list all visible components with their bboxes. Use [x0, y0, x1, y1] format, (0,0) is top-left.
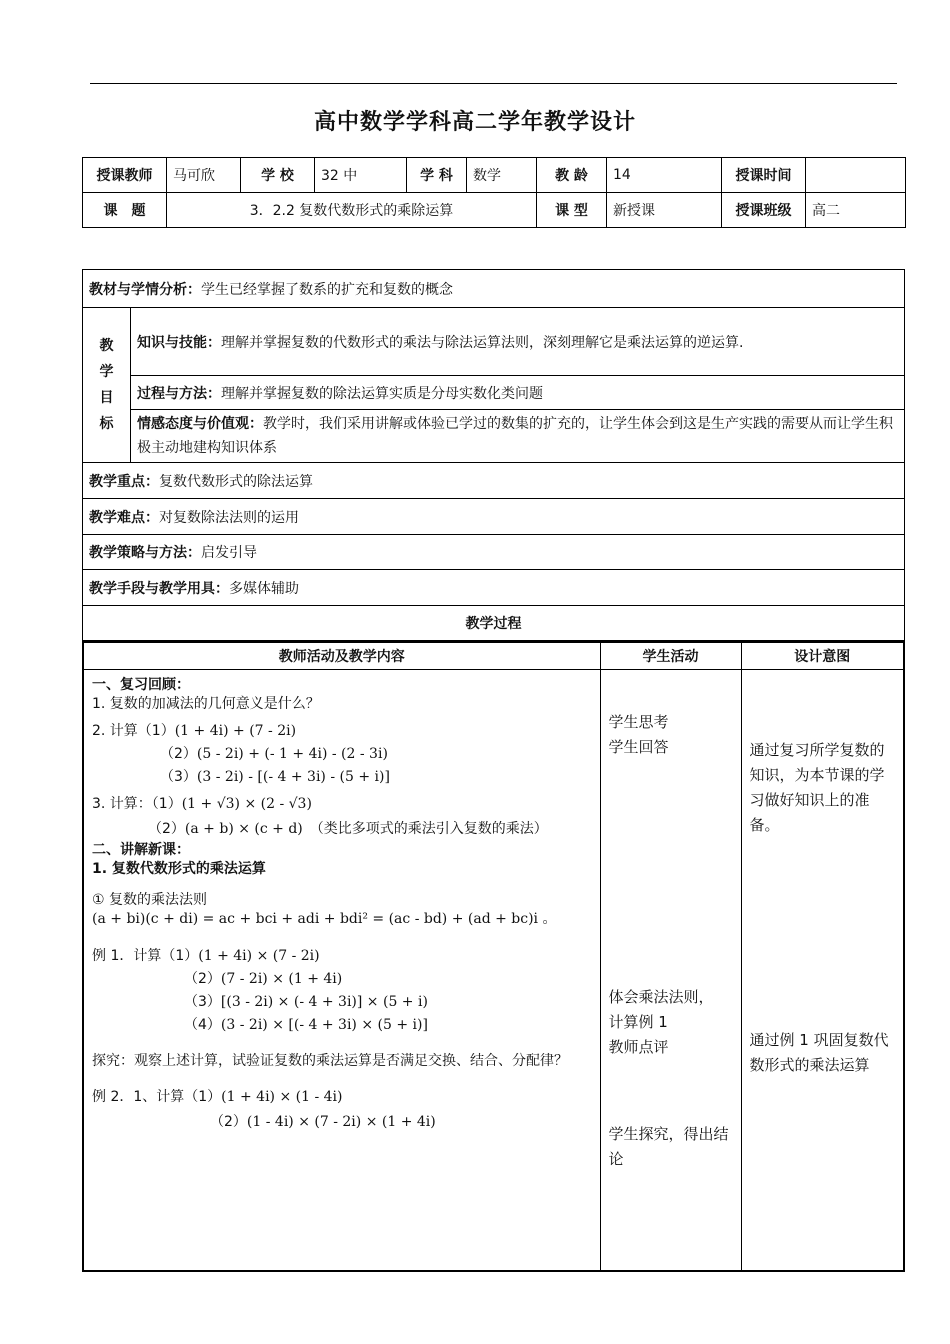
process-title: 教学过程 [83, 606, 905, 641]
emotion-row [131, 410, 905, 463]
example2-2: （2）(1 - 4i) × (7 - 2i) × (1 + 4i) [210, 1113, 436, 1130]
strategy-label: 教学策略与方法： [89, 545, 201, 561]
type-value: 新授课 [607, 193, 722, 228]
class-label: 授课班级 [722, 193, 806, 228]
subject-label: 学 科 [407, 158, 467, 193]
new-lesson-title: 二、讲解新课： [92, 841, 190, 858]
knowledge-label: 知识与技能： [137, 334, 221, 351]
analysis-text: 学生已经掌握了数系的扩充和复数的概念 [201, 281, 453, 298]
emotion-label: 情感态度与价值观： [137, 416, 263, 432]
tools-row [83, 570, 905, 606]
review-q1: 1. 复数的加减法的几何意义是什么？ [92, 695, 320, 712]
multiplication-rule: (a + bi)(c + di) = ac + bci + adi + bdi² = (ac - bd) + (ad + bc)i 。 [92, 910, 557, 927]
example1-2: （2）(7 - 2i) × (1 + 4i) [184, 970, 343, 987]
student-answer: 学生回答 [608, 737, 669, 756]
example1-4: （4）(3 - 2i) × [(- 4 + 3i) × (5 + i)] [184, 1016, 428, 1033]
student-example: 计算例 1 [608, 1012, 668, 1031]
process-method-text: 理解并掌握复数的除法运算实质是分母实数化类问题 [221, 385, 543, 402]
difficulty-text: 对复数除法法则的运用 [159, 509, 299, 526]
section-multiplication-title: 1. 复数代数形式的乘法运算 [92, 860, 266, 877]
goals-label: 教 学 目 标 [83, 308, 131, 463]
intent-review: 通过复习所学复数的知识，为本节课的学习做好知识上的准备。 [749, 740, 885, 834]
key-text: 复数代数形式的除法运算 [159, 473, 313, 490]
process-table [82, 641, 905, 1272]
process-method-label: 过程与方法： [137, 385, 221, 402]
tools-text: 多媒体辅助 [229, 580, 299, 597]
review-q2-1: 2. 计算（1）(1 + 4i) + (7 - 2i) [92, 722, 297, 739]
knowledge-text: 理解并掌握复数的代数形式的乘法与除法运算法则，深刻理解它是乘法运算的逆运算. [221, 334, 744, 351]
key-row [83, 463, 905, 499]
tools-label: 教学手段与教学用具： [89, 580, 229, 597]
topic-label: 课 题 [83, 193, 167, 228]
review-title: 一、复习回顾： [92, 676, 190, 693]
intent-example1: 通过例 1 巩固复数代数形式的乘法运算 [749, 1030, 889, 1074]
school-value: 32 中 [315, 158, 407, 193]
col-student-header: 学生活动 [600, 642, 741, 669]
strategy-row [83, 535, 905, 570]
example1-3: （3）[(3 - 2i) × (- 4 + 3i)] × (5 + i) [184, 993, 428, 1010]
age-value: 14 [607, 158, 722, 193]
page-title: 高中数学学科高二学年教学设计 [313, 110, 636, 135]
key-label: 教学重点： [89, 473, 159, 490]
time-label: 授课时间 [722, 158, 806, 193]
process-method-row [131, 376, 905, 410]
explore-text: 探究：观察上述计算，试验证复数的乘法运算是否满足交换、结合、分配律？ [92, 1052, 568, 1069]
type-label: 课 型 [537, 193, 607, 228]
student-rule: 体会乘法法则， [608, 987, 714, 1006]
teacher-activity-cell [83, 669, 600, 1271]
student-review: 教师点评 [608, 1037, 669, 1056]
school-label: 学 校 [241, 158, 315, 193]
example1-1: 例 1．计算（1）(1 + 4i) × (7 - 2i) [92, 947, 320, 964]
col-teacher-header: 教师活动及教学内容 [83, 642, 600, 669]
difficulty-label: 教学难点： [89, 509, 159, 526]
student-activity-cell [600, 669, 741, 1271]
class-value: 高二 [806, 193, 906, 228]
analysis-label: 教材与学情分析： [89, 281, 201, 298]
subject-value: 数学 [467, 158, 537, 193]
student-think: 学生思考 [608, 712, 669, 731]
time-value [806, 158, 906, 193]
review-q2-3: （3）(3 - 2i) - [(- 4 + 3i) - (5 + i)] [160, 768, 390, 785]
teacher-value: 马可欣 [167, 158, 241, 193]
header-rule [90, 83, 897, 84]
strategy-text: 启发引导 [201, 545, 257, 561]
review-q3-2: （2）(a + b) × (c + d) （类比多项式的乘法引入复数的乘法） [148, 820, 548, 837]
analysis-table [82, 269, 905, 641]
review-q2-2: （2）(5 - 2i) + (- 1 + 4i) - (2 - 3i) [160, 745, 388, 762]
col-intent-header: 设计意图 [741, 642, 904, 669]
emotion-text: 教学时，我们采用讲解或体验已学过的数集的扩充的，让学生体会到这是生产实践的需要从而让学生积极主动地建构知识体系 [137, 416, 893, 456]
age-label: 教 龄 [537, 158, 607, 193]
review-q3-1: 3. 计算：（1）(1 + √3) × (2 - √3) [92, 795, 312, 812]
example2-1: 例 2．1、计算（1）(1 + 4i) × (1 - 4i) [92, 1088, 343, 1105]
intent-cell [741, 669, 904, 1271]
header-table [82, 157, 906, 228]
analysis-row [83, 270, 905, 308]
student-explore: 学生探究，得出结论 [608, 1124, 729, 1168]
difficulty-row [83, 499, 905, 535]
knowledge-row [131, 308, 905, 376]
topic-value: 3．2.2 复数代数形式的乘除运算 [167, 193, 537, 228]
teacher-label: 授课教师 [83, 158, 167, 193]
rule-title: ① 复数的乘法法则 [92, 891, 208, 908]
